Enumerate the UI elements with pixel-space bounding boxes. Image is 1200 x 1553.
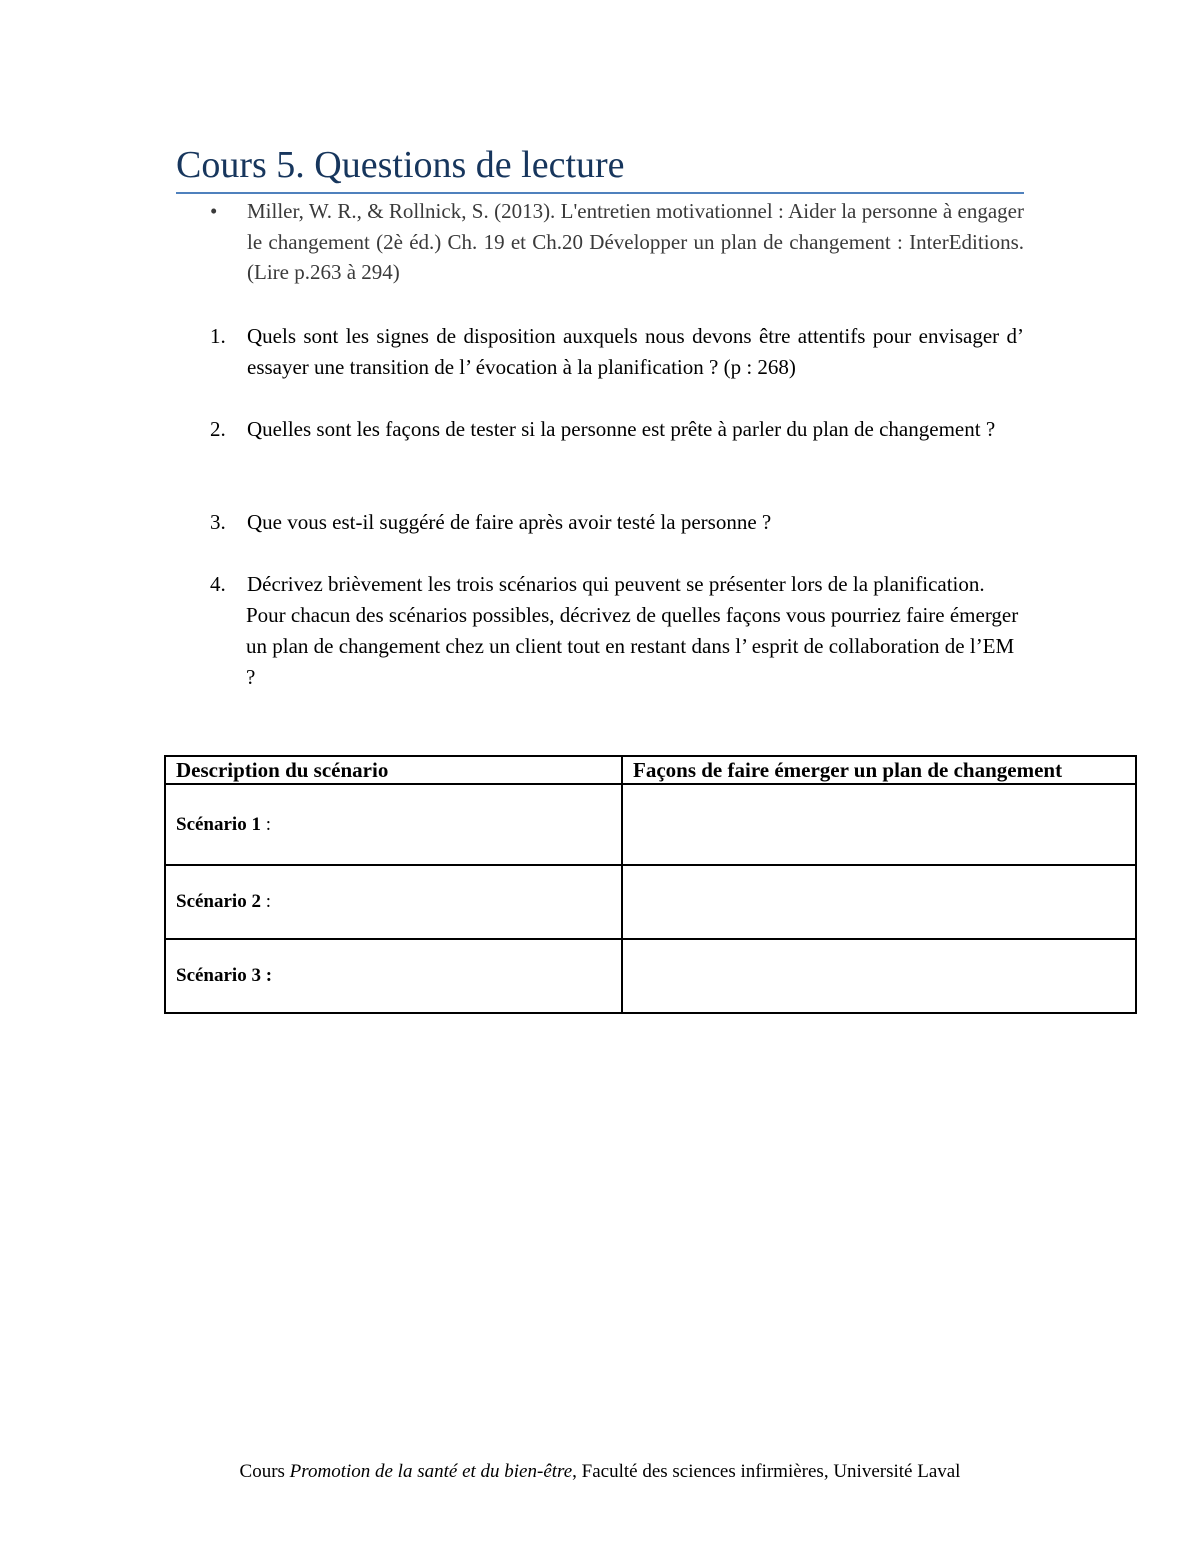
question-number: 2.: [210, 417, 226, 441]
question-text: Quels sont les signes de disposition auxquels nous devons être attentifs pour envisager d’ essayer une transition de l’ évocation à la planification ? (p : 268): [247, 324, 1024, 379]
scenario-label: Scénario 1: [176, 813, 261, 835]
answer-cell[interactable]: [622, 865, 1136, 939]
table-header-row: [165, 756, 1136, 784]
table-row: [165, 784, 1136, 865]
scenario-label: Scénario 3 :: [176, 965, 273, 986]
scenario-cell: [165, 865, 622, 939]
question-text: Décrivez brièvement les trois scénarios qui peuvent se présenter lors de la planification.: [247, 572, 985, 596]
reference-text: Miller, W. R., & Rollnick, S. (2013). L'entretien motivationnel : Aider la personne à engager le changement (2è éd.) Ch. 19 et Ch.20 Développer un plan de changement : InterEditions. (Lire p.263 à 294): [247, 199, 1024, 284]
scenario-label-suffix: :: [260, 891, 271, 912]
footer-suffix: , Faculté des sciences infirmières, Université Laval: [572, 1461, 961, 1482]
scenario-table: [164, 755, 1137, 1014]
answer-cell[interactable]: [622, 784, 1136, 865]
page-footer: [0, 1459, 1200, 1485]
table-row: [165, 939, 1136, 1013]
question-4: [210, 569, 1024, 693]
footer-prefix: Cours: [239, 1461, 290, 1482]
scenario-cell: [165, 784, 622, 865]
scenario-label-suffix: :: [260, 813, 271, 835]
question-1: [210, 321, 1024, 383]
answer-cell[interactable]: [622, 939, 1136, 1013]
bullet-icon: •: [210, 199, 218, 223]
question-number: 4.: [210, 572, 226, 596]
question-number: 3.: [210, 510, 226, 534]
page-title: Cours 5. Questions de lecture: [176, 144, 625, 186]
footer-course-name: Promotion de la santé et du bien-être: [289, 1461, 573, 1482]
question-text: Que vous est-il suggéré de faire après avoir testé la personne ?: [247, 510, 772, 534]
question-followup-text: Pour chacun des scénarios possibles, décrivez de quelles façons vous pourriez faire émerger un plan de changement chez un client tout en restant dans l’ esprit de collaboration de l’EM ?: [246, 603, 1019, 689]
scenario-label: Scénario 2: [176, 891, 261, 912]
scenario-cell: [165, 939, 622, 1013]
question-3: [210, 507, 1024, 538]
column-header-description: Description du scénario: [165, 756, 622, 784]
table-row: [165, 865, 1136, 939]
column-header-ways: Façons de faire émerger un plan de changement: [622, 756, 1136, 784]
question-2: [210, 414, 1024, 445]
title-underline: [176, 192, 1024, 194]
question-text: Quelles sont les façons de tester si la personne est prête à parler du plan de changement ?: [247, 417, 996, 441]
question-number: 1.: [210, 324, 226, 348]
reference-list-item: [210, 196, 1024, 288]
